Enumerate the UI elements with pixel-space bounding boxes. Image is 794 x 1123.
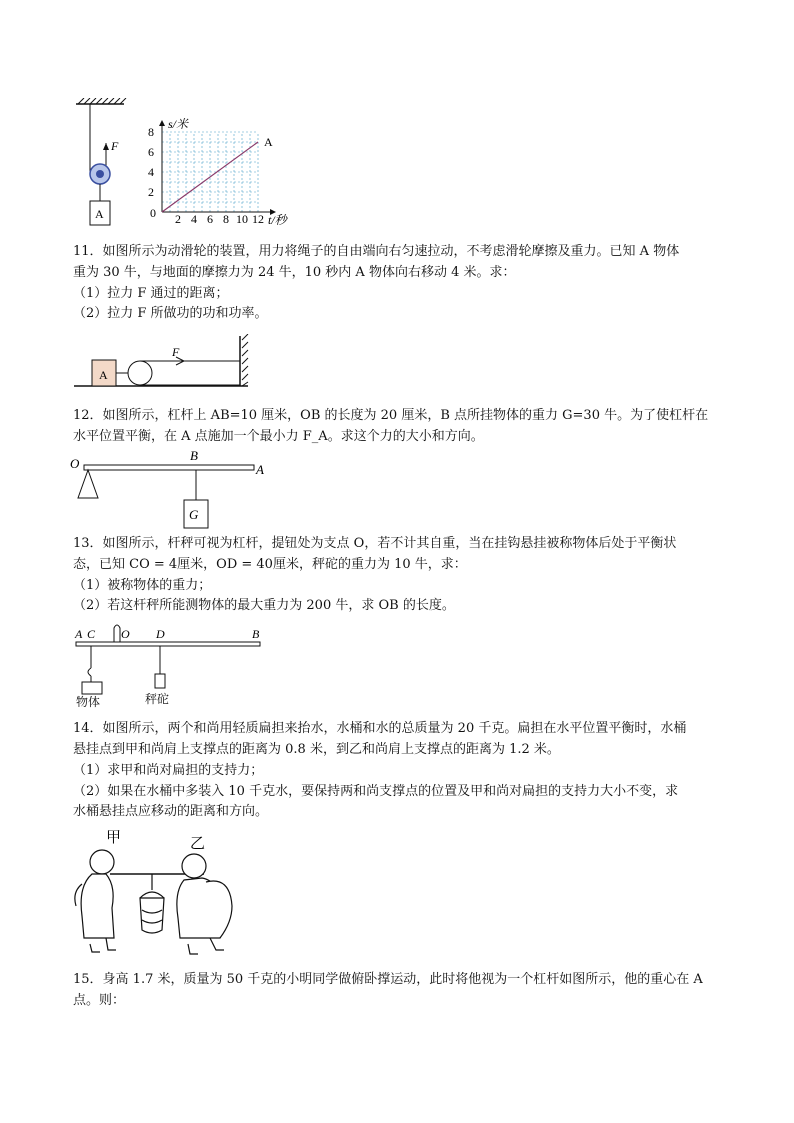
q11-line-3: （1）拉力 F 通过的距离； (73, 286, 229, 301)
x-axis-label: t/秒 (268, 213, 287, 227)
q12-figure (68, 448, 278, 533)
q11-line-4: （2）拉力 F 所做功的功和功率。 (73, 306, 268, 321)
x-tick-label: 8 (223, 212, 229, 226)
q14-monks-figure (70, 826, 250, 960)
origin-label: 0 (150, 206, 156, 220)
q12-line-2: 水平位置平衡，在 A 点施加一个最小力 F_A。求这个力的大小和方向。 (73, 429, 484, 444)
q15-line-1: 15．身高 1.7 米，质量为 50 千克的小明同学做俯卧撑运动，此时将他视为一个杠杆如图所示，他的重心在 A (73, 972, 703, 987)
q13-weight-label: 秤砣 (145, 692, 170, 706)
pulley-figure (70, 98, 130, 228)
q11-line-2: 重为 30 牛，与地面的摩擦力为 24 牛，10 秒内 A 物体向右移动 4 米。求： (73, 265, 516, 280)
x-tick-label: 12 (252, 212, 264, 226)
q12-o-label: O (70, 456, 80, 471)
x-tick-label: 10 (236, 212, 248, 226)
chart-grid (162, 132, 258, 212)
q15-line-2: 点。则： (73, 993, 126, 1008)
q11-line-1: 11．如图所示为动滑轮的装置，用力将绳子的自由端向右匀速拉动，不考虑滑轮摩擦及重力。已知 A 物体 (73, 244, 680, 259)
force-label: F (111, 139, 119, 153)
monk-b-label: 乙 (190, 836, 206, 852)
q13-a-label: A (75, 627, 83, 641)
x-tick-label: 6 (207, 212, 213, 226)
q12-line-1: 12．如图所示，杠杆上 AB=10 厘米，OB 的长度为 20 厘米，B 点所挂物体的重力 G=30 牛。为了使杠杆在 (73, 408, 709, 423)
monk-b-drawing (177, 854, 232, 954)
q13-line-2: 态，已知 CO = 4厘米，OD = 40厘米，秤砣的重力为 10 牛，求： (73, 557, 467, 572)
q11-block-label: A (99, 368, 108, 382)
y-tick-label: 8 (148, 125, 154, 139)
series-line-A (162, 142, 258, 212)
x-tick-label: 4 (191, 212, 197, 226)
q13-line-4: （2）若这杆秤所能测物体的最大重力为 200 牛，求 OB 的长度。 (73, 598, 455, 613)
q14-line-1: 14．如图所示，两个和尚用轻质扁担来抬水，水桶和水的总质量为 20 千克。扁担在水平位置平衡时，水桶 (73, 721, 687, 736)
y-tick-label: 4 (148, 165, 154, 179)
x-tick-label: 2 (175, 212, 181, 226)
q14-line-5: 水桶悬挂点应移动的距离和方向。 (73, 804, 269, 819)
q12-g-label: G (189, 507, 199, 522)
q13-d-label: D (156, 627, 165, 641)
q13-c-label: C (87, 627, 96, 641)
q13-line-1: 13．如图所示，杆秤可视为杠杆，提钮处为支点 O，若不计其自重，当在挂钩悬挂被称物体后处于平衡状 (73, 536, 677, 551)
block-label: A (95, 207, 104, 221)
y-tick-label: 2 (148, 185, 154, 199)
series-label: A (264, 135, 273, 149)
q12-b-label: B (190, 448, 198, 463)
monk-a-label: 甲 (106, 830, 122, 846)
q11-force-label: F (172, 345, 180, 359)
s-t-chart (140, 114, 300, 228)
y-axis-label: s/米 (168, 117, 189, 131)
q12-a-label: A (256, 462, 264, 477)
q11-figure (72, 334, 252, 394)
q13-line-3: （1）被称物体的重力； (73, 578, 212, 593)
q13-b-label: B (252, 627, 260, 641)
q14-line-3: （1）求甲和尚对扁担的支持力； (73, 763, 264, 778)
bucket-drawing (140, 874, 164, 933)
q13-object-label: 物体 (76, 695, 101, 709)
q14-line-4: （2）如果在水桶中多装入 10 千克水，要保持两和尚支撑点的位置及甲和尚对扁担的支持力大小不变，求 (73, 784, 679, 799)
q13-o-label: O (121, 627, 130, 641)
monk-a-drawing (75, 850, 116, 952)
q14-line-2: 悬挂点到甲和尚肩上支撑点的距离为 0.8 米，到乙和尚肩上支撑点的距离为 1.2 米。 (73, 742, 560, 757)
y-tick-label: 6 (148, 145, 154, 159)
q13-figure (72, 620, 272, 710)
